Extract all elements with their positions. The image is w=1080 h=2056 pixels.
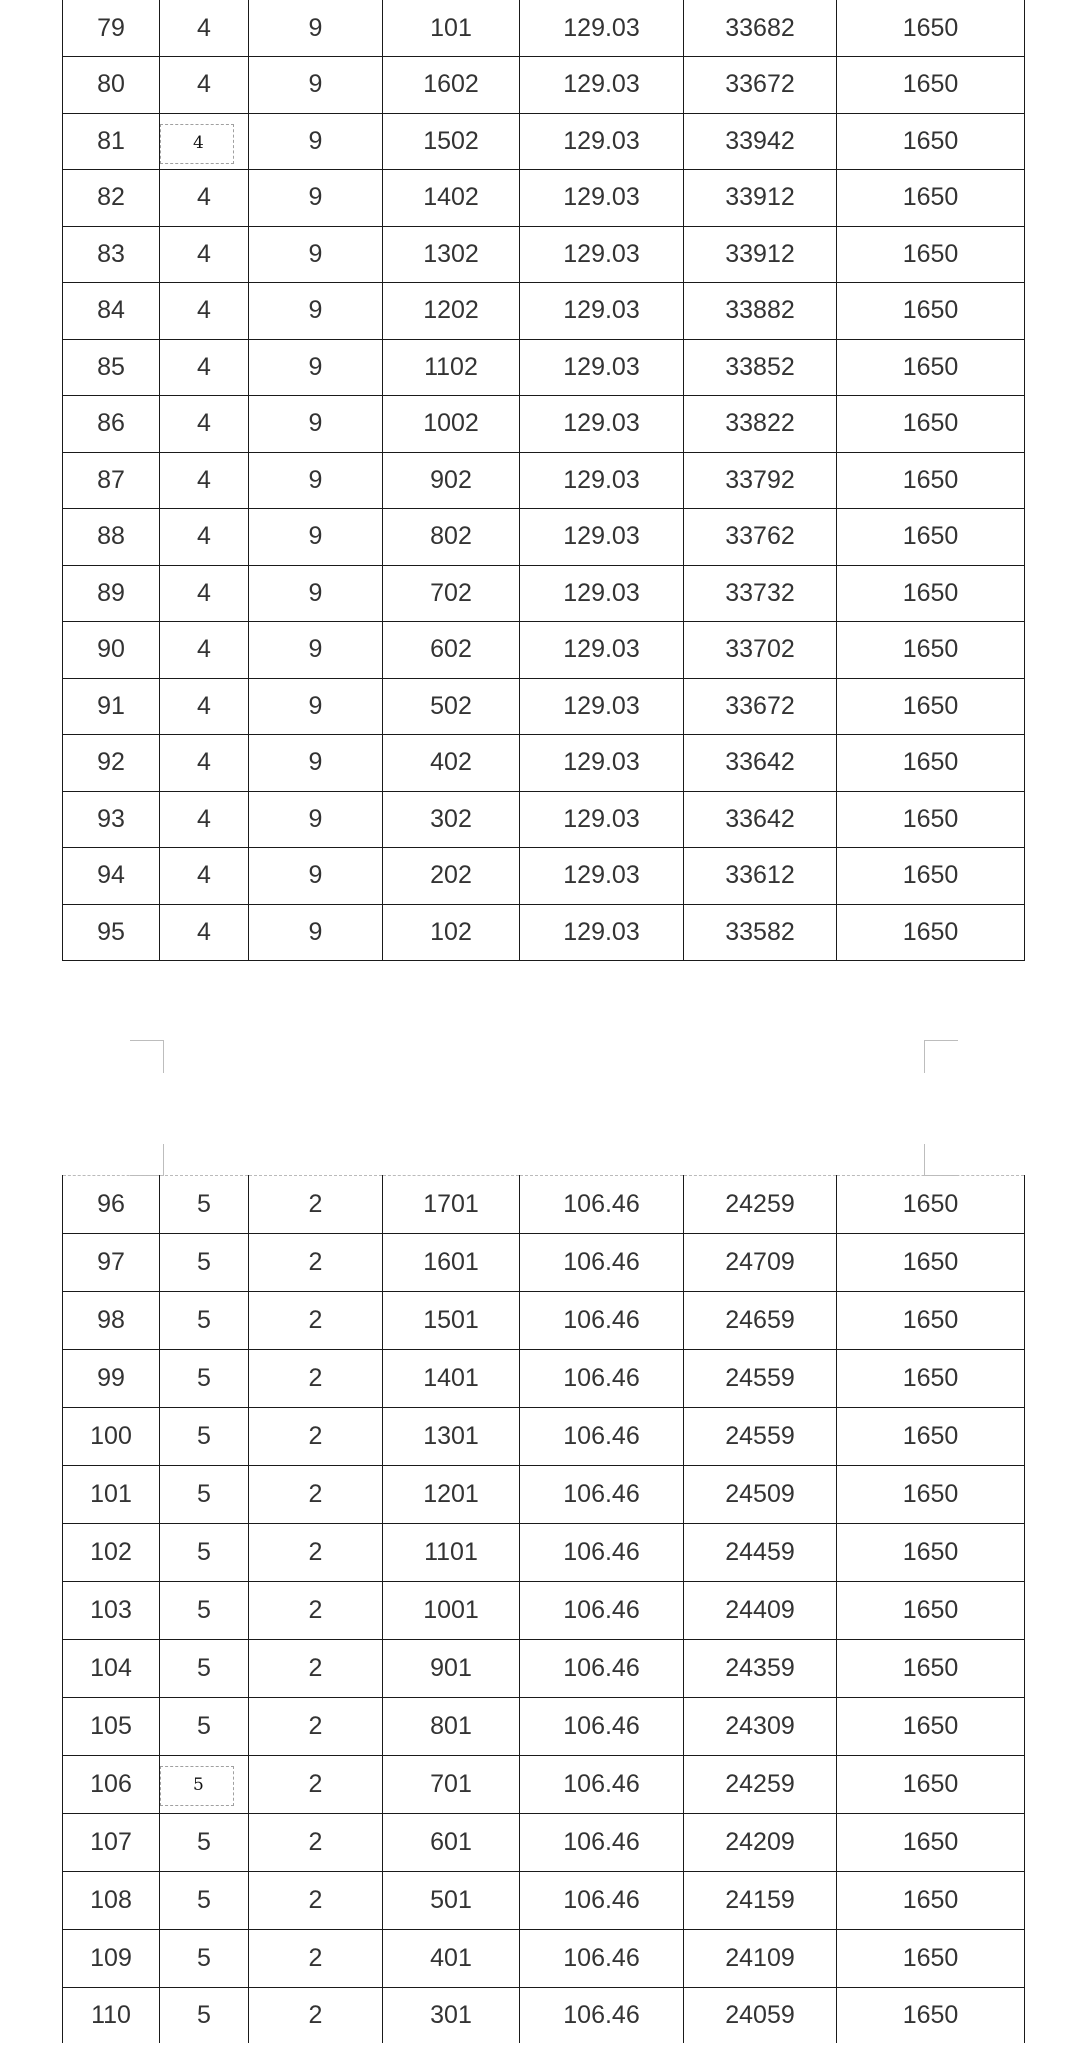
price-cell[interactable]: 33612 <box>684 848 837 905</box>
cell-edit-text: 4 <box>193 132 204 153</box>
fee-cell[interactable]: 1650 <box>837 1582 1025 1640</box>
table-row <box>63 848 1025 905</box>
row-number-cell[interactable]: 96 <box>63 1176 160 1234</box>
building-cell[interactable]: 4 <box>160 339 249 396</box>
table-row <box>63 1234 1025 1292</box>
row-number-cell[interactable]: 86 <box>63 396 160 453</box>
fee-cell[interactable]: 1650 <box>837 565 1025 622</box>
room-cell[interactable]: 1202 <box>383 283 520 340</box>
unit-cell[interactable]: 9 <box>249 226 383 283</box>
price-cell[interactable]: 33682 <box>684 0 837 57</box>
table-row <box>63 791 1025 848</box>
fee-cell[interactable]: 1650 <box>837 1872 1025 1930</box>
area-cell[interactable]: 129.03 <box>520 396 684 453</box>
area-cell[interactable]: 129.03 <box>520 226 684 283</box>
building-cell[interactable]: 5 <box>160 1234 249 1292</box>
fee-cell[interactable]: 1650 <box>837 226 1025 283</box>
building-cell[interactable]: 5 <box>160 1408 249 1466</box>
room-cell[interactable]: 102 <box>383 904 520 961</box>
price-cell[interactable]: 33732 <box>684 565 837 622</box>
unit-cell[interactable]: 2 <box>249 1466 383 1524</box>
fee-cell[interactable]: 1650 <box>837 904 1025 961</box>
area-cell[interactable]: 106.46 <box>520 1698 684 1756</box>
area-cell[interactable]: 106.46 <box>520 1524 684 1582</box>
price-cell[interactable]: 24209 <box>684 1814 837 1872</box>
area-cell[interactable]: 129.03 <box>520 848 684 905</box>
page-corner-mark-bottom-left <box>130 1144 164 1176</box>
row-number-cell[interactable]: 110 <box>63 1988 160 2043</box>
table-row <box>63 1582 1025 1640</box>
price-cell[interactable]: 33642 <box>684 791 837 848</box>
page-corner-mark-bottom-right <box>924 1144 958 1176</box>
table-row <box>63 452 1025 509</box>
unit-cell[interactable]: 2 <box>249 1698 383 1756</box>
price-cell[interactable]: 33852 <box>684 339 837 396</box>
table-row <box>63 226 1025 283</box>
unit-cell[interactable]: 2 <box>249 1408 383 1466</box>
table-row <box>63 1408 1025 1466</box>
room-cell[interactable]: 701 <box>383 1756 520 1814</box>
cell-edit-text: 5 <box>193 1775 204 1795</box>
area-cell[interactable]: 106.46 <box>520 1756 684 1814</box>
price-cell[interactable]: 24109 <box>684 1930 837 1988</box>
room-cell[interactable]: 1402 <box>383 170 520 227</box>
fee-cell[interactable]: 1650 <box>837 0 1025 57</box>
price-cell[interactable]: 33582 <box>684 904 837 961</box>
fee-cell[interactable]: 1650 <box>837 1640 1025 1698</box>
price-cell[interactable]: 24559 <box>684 1408 837 1466</box>
row-number-cell[interactable]: 90 <box>63 622 160 679</box>
row-number-cell[interactable]: 89 <box>63 565 160 622</box>
fee-cell[interactable]: 1650 <box>837 509 1025 566</box>
row-number-cell[interactable]: 95 <box>63 904 160 961</box>
fee-cell[interactable]: 1650 <box>837 1466 1025 1524</box>
unit-cell[interactable]: 2 <box>249 1350 383 1408</box>
table-row <box>63 170 1025 227</box>
building-cell[interactable]: 5 <box>160 1872 249 1930</box>
area-cell[interactable]: 129.03 <box>520 0 684 57</box>
building-cell[interactable]: 5 <box>160 1814 249 1872</box>
room-cell[interactable]: 1501 <box>383 1292 520 1350</box>
area-cell[interactable]: 129.03 <box>520 113 684 170</box>
row-number-cell[interactable]: 85 <box>63 339 160 396</box>
unit-cell[interactable]: 9 <box>249 622 383 679</box>
fee-cell[interactable]: 1650 <box>837 452 1025 509</box>
row-number-cell[interactable]: 99 <box>63 1350 160 1408</box>
area-cell[interactable]: 106.46 <box>520 1930 684 1988</box>
table-row <box>63 1466 1025 1524</box>
row-number-cell[interactable]: 82 <box>63 170 160 227</box>
unit-cell[interactable]: 9 <box>249 170 383 227</box>
room-cell[interactable]: 901 <box>383 1640 520 1698</box>
row-number-cell[interactable]: 105 <box>63 1698 160 1756</box>
row-number-cell[interactable]: 103 <box>63 1582 160 1640</box>
row-number-cell[interactable]: 100 <box>63 1408 160 1466</box>
data-table-lower <box>62 1175 1025 2043</box>
fee-cell[interactable]: 1650 <box>837 1234 1025 1292</box>
table-row <box>63 1176 1025 1234</box>
unit-cell[interactable]: 2 <box>249 1756 383 1814</box>
fee-cell[interactable]: 1650 <box>837 113 1025 170</box>
area-cell[interactable]: 106.46 <box>520 1350 684 1408</box>
building-cell[interactable]: 4 <box>160 622 249 679</box>
row-number-cell[interactable]: 81 <box>63 113 160 170</box>
price-cell[interactable]: 24359 <box>684 1640 837 1698</box>
fee-cell[interactable]: 1650 <box>837 170 1025 227</box>
room-cell[interactable]: 1002 <box>383 396 520 453</box>
unit-cell[interactable]: 2 <box>249 1930 383 1988</box>
fee-cell[interactable]: 1650 <box>837 1350 1025 1408</box>
table-body-upper <box>63 0 1025 961</box>
building-cell[interactable]: 4 <box>160 452 249 509</box>
row-number-cell[interactable]: 87 <box>63 452 160 509</box>
table-row <box>63 1292 1025 1350</box>
unit-cell[interactable]: 9 <box>249 396 383 453</box>
room-cell[interactable]: 1001 <box>383 1582 520 1640</box>
fee-cell[interactable]: 1650 <box>837 57 1025 114</box>
unit-cell[interactable]: 9 <box>249 57 383 114</box>
room-cell[interactable]: 301 <box>383 1988 520 2043</box>
price-cell[interactable]: 33912 <box>684 226 837 283</box>
price-cell[interactable]: 33672 <box>684 57 837 114</box>
row-number-cell[interactable]: 101 <box>63 1466 160 1524</box>
area-cell[interactable]: 106.46 <box>520 1408 684 1466</box>
building-cell[interactable]: 4 <box>160 57 249 114</box>
unit-cell[interactable]: 2 <box>249 1814 383 1872</box>
room-cell[interactable]: 702 <box>383 565 520 622</box>
table-row <box>63 1524 1025 1582</box>
unit-cell[interactable]: 2 <box>249 1292 383 1350</box>
table-row <box>63 509 1025 566</box>
building-cell[interactable]: 5 <box>160 1640 249 1698</box>
room-cell[interactable]: 1601 <box>383 1234 520 1292</box>
building-cell[interactable]: 4 <box>160 904 249 961</box>
building-cell[interactable]: 4 <box>160 0 249 57</box>
price-cell[interactable]: 24509 <box>684 1466 837 1524</box>
building-cell[interactable]: 4 <box>160 396 249 453</box>
row-number-cell[interactable]: 93 <box>63 791 160 848</box>
row-number-cell[interactable]: 92 <box>63 735 160 792</box>
building-cell[interactable]: 4 <box>160 565 249 622</box>
table-body-lower <box>63 1176 1025 2043</box>
fee-cell[interactable]: 1650 <box>837 1524 1025 1582</box>
room-cell[interactable]: 202 <box>383 848 520 905</box>
unit-cell[interactable]: 2 <box>249 1524 383 1582</box>
fee-cell[interactable]: 1650 <box>837 283 1025 340</box>
area-cell[interactable]: 129.03 <box>520 678 684 735</box>
table-row <box>63 1756 1025 1814</box>
area-cell[interactable]: 129.03 <box>520 735 684 792</box>
building-cell[interactable]: 4 <box>160 791 249 848</box>
fee-cell[interactable]: 1650 <box>837 678 1025 735</box>
price-cell[interactable]: 33702 <box>684 622 837 679</box>
price-cell[interactable]: 24409 <box>684 1582 837 1640</box>
area-cell[interactable]: 106.46 <box>520 1234 684 1292</box>
area-cell[interactable]: 106.46 <box>520 1176 684 1234</box>
room-cell[interactable]: 401 <box>383 1930 520 1988</box>
unit-cell[interactable]: 9 <box>249 848 383 905</box>
fee-cell[interactable]: 1650 <box>837 1814 1025 1872</box>
price-cell[interactable]: 33672 <box>684 678 837 735</box>
area-cell[interactable]: 106.46 <box>520 1582 684 1640</box>
building-cell[interactable] <box>160 1756 249 1814</box>
area-cell[interactable]: 106.46 <box>520 1640 684 1698</box>
fee-cell[interactable]: 1650 <box>837 1408 1025 1466</box>
room-cell[interactable]: 1401 <box>383 1350 520 1408</box>
room-cell[interactable]: 1302 <box>383 226 520 283</box>
unit-cell[interactable]: 2 <box>249 1582 383 1640</box>
area-cell[interactable]: 129.03 <box>520 57 684 114</box>
table-row <box>63 1988 1025 2043</box>
area-cell[interactable]: 129.03 <box>520 622 684 679</box>
room-cell[interactable]: 601 <box>383 1814 520 1872</box>
unit-cell[interactable]: 9 <box>249 452 383 509</box>
room-cell[interactable]: 402 <box>383 735 520 792</box>
price-cell[interactable]: 33792 <box>684 452 837 509</box>
building-cell[interactable]: 4 <box>160 735 249 792</box>
table-row <box>63 735 1025 792</box>
page-corner-mark-top-right <box>924 1040 958 1073</box>
room-cell[interactable]: 1701 <box>383 1176 520 1234</box>
table-row <box>63 1814 1025 1872</box>
table-row <box>63 1698 1025 1756</box>
unit-cell[interactable]: 9 <box>249 678 383 735</box>
building-cell[interactable]: 5 <box>160 1524 249 1582</box>
unit-cell[interactable]: 2 <box>249 1988 383 2043</box>
table-row <box>63 678 1025 735</box>
page-corner-mark-top-left <box>130 1040 164 1073</box>
table-row <box>63 904 1025 961</box>
building-cell[interactable]: 4 <box>160 283 249 340</box>
building-cell[interactable]: 5 <box>160 1930 249 1988</box>
room-cell[interactable]: 1301 <box>383 1408 520 1466</box>
row-number-cell[interactable]: 106 <box>63 1756 160 1814</box>
fee-cell[interactable]: 1650 <box>837 1930 1025 1988</box>
unit-cell[interactable]: 9 <box>249 0 383 57</box>
fee-cell[interactable]: 1650 <box>837 622 1025 679</box>
data-table-upper <box>62 0 1025 961</box>
unit-cell[interactable]: 9 <box>249 791 383 848</box>
price-cell[interactable]: 24059 <box>684 1988 837 2043</box>
table-row <box>63 1640 1025 1698</box>
area-cell[interactable]: 106.46 <box>520 1292 684 1350</box>
area-cell[interactable]: 129.03 <box>520 791 684 848</box>
unit-cell[interactable]: 9 <box>249 339 383 396</box>
fee-cell[interactable]: 1650 <box>837 735 1025 792</box>
price-cell[interactable]: 33882 <box>684 283 837 340</box>
building-cell[interactable]: 5 <box>160 1582 249 1640</box>
area-cell[interactable]: 106.46 <box>520 1988 684 2043</box>
row-number-cell[interactable]: 104 <box>63 1640 160 1698</box>
area-cell[interactable]: 129.03 <box>520 452 684 509</box>
price-cell[interactable]: 24259 <box>684 1756 837 1814</box>
room-cell[interactable]: 802 <box>383 509 520 566</box>
building-cell[interactable]: 5 <box>160 1466 249 1524</box>
fee-cell[interactable]: 1650 <box>837 1988 1025 2043</box>
price-cell[interactable]: 33762 <box>684 509 837 566</box>
fee-cell[interactable]: 1650 <box>837 339 1025 396</box>
unit-cell[interactable]: 2 <box>249 1640 383 1698</box>
building-cell[interactable]: 4 <box>160 226 249 283</box>
table-row <box>63 0 1025 57</box>
room-cell[interactable]: 501 <box>383 1872 520 1930</box>
price-cell[interactable]: 33912 <box>684 170 837 227</box>
fee-cell[interactable]: 1650 <box>837 1698 1025 1756</box>
cell-edit-box[interactable] <box>160 1766 234 1806</box>
price-cell[interactable]: 24159 <box>684 1872 837 1930</box>
table-row <box>63 113 1025 170</box>
table-row <box>63 622 1025 679</box>
unit-cell[interactable]: 9 <box>249 509 383 566</box>
table-row <box>63 57 1025 114</box>
table-row <box>63 1930 1025 1988</box>
building-cell[interactable]: 4 <box>160 848 249 905</box>
fee-cell[interactable]: 1650 <box>837 1756 1025 1814</box>
area-cell[interactable]: 129.03 <box>520 170 684 227</box>
price-cell[interactable]: 24559 <box>684 1350 837 1408</box>
room-cell[interactable]: 1602 <box>383 57 520 114</box>
fee-cell[interactable]: 1650 <box>837 791 1025 848</box>
fee-cell[interactable]: 1650 <box>837 1292 1025 1350</box>
fee-cell[interactable]: 1650 <box>837 848 1025 905</box>
row-number-cell[interactable]: 84 <box>63 283 160 340</box>
building-cell[interactable]: 4 <box>160 509 249 566</box>
building-cell[interactable] <box>160 113 249 170</box>
building-cell[interactable]: 5 <box>160 1988 249 2043</box>
room-cell[interactable]: 101 <box>383 0 520 57</box>
room-cell[interactable]: 1102 <box>383 339 520 396</box>
room-cell[interactable]: 602 <box>383 622 520 679</box>
area-cell[interactable]: 106.46 <box>520 1872 684 1930</box>
table-row <box>63 1872 1025 1930</box>
building-cell[interactable]: 5 <box>160 1698 249 1756</box>
table-row <box>63 339 1025 396</box>
building-cell[interactable]: 4 <box>160 170 249 227</box>
room-cell[interactable]: 1502 <box>383 113 520 170</box>
price-cell[interactable]: 33642 <box>684 735 837 792</box>
price-cell[interactable]: 24309 <box>684 1698 837 1756</box>
row-number-cell[interactable]: 83 <box>63 226 160 283</box>
row-number-cell[interactable]: 88 <box>63 509 160 566</box>
row-number-cell[interactable]: 98 <box>63 1292 160 1350</box>
row-number-cell[interactable]: 97 <box>63 1234 160 1292</box>
room-cell[interactable]: 1101 <box>383 1524 520 1582</box>
table-row <box>63 565 1025 622</box>
row-number-cell[interactable]: 91 <box>63 678 160 735</box>
row-number-cell[interactable]: 107 <box>63 1814 160 1872</box>
room-cell[interactable]: 502 <box>383 678 520 735</box>
price-cell[interactable]: 24259 <box>684 1176 837 1234</box>
table-row <box>63 1350 1025 1408</box>
fee-cell[interactable]: 1650 <box>837 396 1025 453</box>
price-cell[interactable]: 24459 <box>684 1524 837 1582</box>
area-cell[interactable]: 129.03 <box>520 509 684 566</box>
table-row <box>63 283 1025 340</box>
price-cell[interactable]: 24709 <box>684 1234 837 1292</box>
area-cell[interactable]: 129.03 <box>520 904 684 961</box>
cell-edit-box[interactable] <box>160 124 234 164</box>
room-cell[interactable]: 302 <box>383 791 520 848</box>
row-number-cell[interactable]: 80 <box>63 57 160 114</box>
unit-cell[interactable]: 9 <box>249 735 383 792</box>
area-cell[interactable]: 129.03 <box>520 565 684 622</box>
area-cell[interactable]: 106.46 <box>520 1466 684 1524</box>
room-cell[interactable]: 902 <box>383 452 520 509</box>
row-number-cell[interactable]: 94 <box>63 848 160 905</box>
room-cell[interactable]: 801 <box>383 1698 520 1756</box>
unit-cell[interactable]: 2 <box>249 1176 383 1234</box>
unit-cell[interactable]: 9 <box>249 113 383 170</box>
area-cell[interactable]: 106.46 <box>520 1814 684 1872</box>
unit-cell[interactable]: 9 <box>249 904 383 961</box>
fee-cell[interactable]: 1650 <box>837 1176 1025 1234</box>
building-cell[interactable]: 5 <box>160 1292 249 1350</box>
area-cell[interactable]: 129.03 <box>520 339 684 396</box>
table-row <box>63 396 1025 453</box>
building-cell[interactable]: 5 <box>160 1176 249 1234</box>
row-number-cell[interactable]: 108 <box>63 1872 160 1930</box>
row-number-cell[interactable]: 79 <box>63 0 160 57</box>
row-number-cell[interactable]: 109 <box>63 1930 160 1988</box>
price-cell[interactable]: 33822 <box>684 396 837 453</box>
unit-cell[interactable]: 2 <box>249 1234 383 1292</box>
building-cell[interactable]: 5 <box>160 1350 249 1408</box>
price-cell[interactable]: 24659 <box>684 1292 837 1350</box>
building-cell[interactable]: 4 <box>160 678 249 735</box>
unit-cell[interactable]: 9 <box>249 283 383 340</box>
price-cell[interactable]: 33942 <box>684 113 837 170</box>
row-number-cell[interactable]: 102 <box>63 1524 160 1582</box>
room-cell[interactable]: 1201 <box>383 1466 520 1524</box>
area-cell[interactable]: 129.03 <box>520 283 684 340</box>
unit-cell[interactable]: 9 <box>249 565 383 622</box>
unit-cell[interactable]: 2 <box>249 1872 383 1930</box>
